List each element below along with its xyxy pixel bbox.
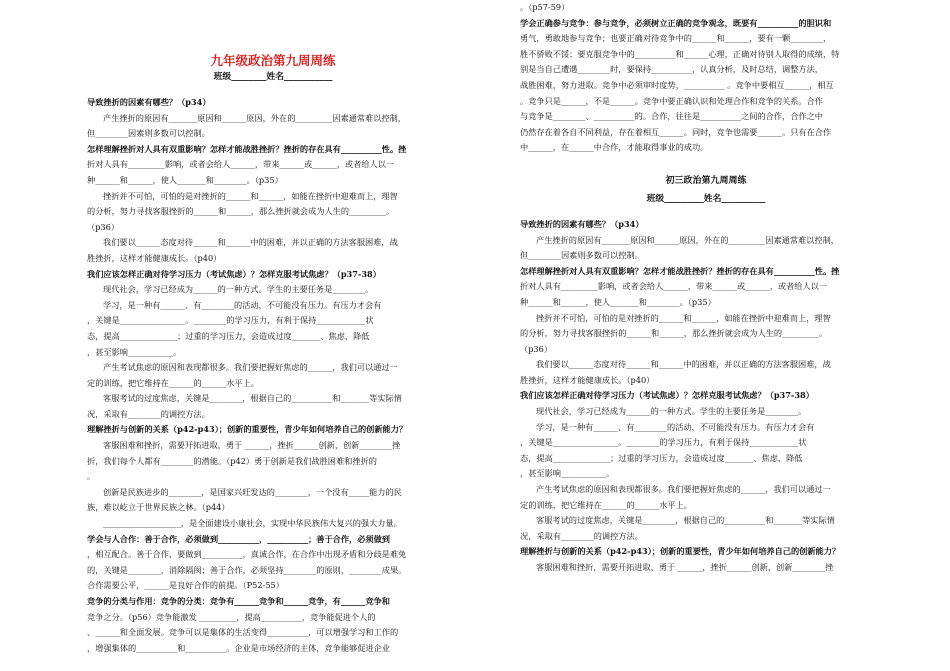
text-line: 。（p57-59）	[520, 2, 570, 12]
question-line: 学会与人合作：善于合作，必须做到__________，__________；善于合作，必须做到	[87, 533, 390, 544]
text-line: ，相互配合。善于合作，要做到__________，真诚合作，在合作中出现矛盾和分歧是难免	[87, 549, 407, 560]
text-line: 。	[87, 471, 96, 482]
text-line: 产生挫折的原因有_______原因和______原因，外在的_________因素通常难以控制，	[536, 234, 839, 245]
text-line: 客服困难和挫折，需要开拓进取，勇于 ______，挫折______创新，创新________挫	[536, 562, 834, 572]
text-line: 学习，是一种有______、有________的活动，不可能没有压力。有压力才会有	[103, 299, 382, 310]
question-line: 怎样理解挫折对人具有双重影响？怎样才能战胜挫折？挫折的存在具有__________性。挫	[520, 265, 840, 276]
question-line: 理解挫折与创新的关系（p42-p43）；创新的重要性，青少年如何培养自己的创新能力？	[87, 424, 408, 435]
left-column	[87, 0, 459, 656]
text-line: 折对人具有_________影响，或者会给人______，带来______或______，或者给人以一	[520, 281, 828, 292]
text-line: 我们要以______态度对待______和______中的困难，并以正确的方法客服困难，战	[103, 237, 398, 248]
text-line: 折，我们每个人都有________的潜能。（p42）勇于创新是我们战胜困难和挫折的	[87, 455, 377, 466]
text-line: 态，提高______________；过重的学习压力，会造成过度_______、焦虑，降低	[520, 452, 803, 463]
text-line: 产生考试焦虑的原因和表现都很多。我们要把握好焦虑的______，我们可以通过一	[536, 484, 831, 495]
text-line: 客服考试的过度焦虑，关键是________，根据自己的__________和_______等实际情	[536, 515, 835, 526]
text-line: 勇气，勇敢地参与竞争；也要正确对待竞争中的______和______，要有一颗________，	[520, 33, 832, 44]
text-line: 定的训练，把它维持在______的______水平上。	[87, 377, 259, 388]
text-line: 学习，是一种有______、有________的活动，不可能没有压力。有压力才会有	[536, 421, 815, 432]
text-line: ，增强集体的__________和__________。企业是市场经济的主体，竞争能够促进企业	[87, 642, 390, 653]
text-line: （p36）	[87, 221, 120, 232]
text-line: 胜挫折，这样才能健康成长。（p40）	[87, 252, 222, 263]
question-line: 竞争的分类与作用：竞争的分类：竞争有______竞争和______竞争，有______竞争和	[87, 596, 390, 606]
question-line: 学会正确参与竞争：参与竞争，必须树立正确的竞争观念，既要有__________的胆识和	[520, 17, 832, 28]
text-line: 现代社会，学习已经成为______的一种方式。学生的主要任务是________。	[103, 284, 374, 295]
text-line: 别是当自己遭遇________时，要保持__________，认真分析，及时总结，调整方法，	[520, 64, 823, 75]
text-line: 战胜困难，努力进取。竞争中必须审时度势，__________ 。竞争中要相互______，相互	[520, 79, 834, 90]
text-line: 产生考试焦虑的原因和表现都很多。我们要把握好焦虑的______，我们可以通过一	[103, 362, 398, 373]
text-line: 客服困难和挫折，需要开拓进取，勇于 ______，挫折______创新，创新________挫	[103, 440, 401, 451]
text-line: 仍然存在着各自不同利益，存在着相互______。同时，竞争也需要______。只有在合作	[520, 126, 832, 137]
text-line: 的分析，努力寻找客服挫折的______和______，那么挫折就会成为人生的_________。	[87, 206, 395, 217]
text-line: 竞争之分。（p56）竞争能激发 _________，提高__________，竞争能促进个人的	[87, 611, 376, 622]
question-line: 理解挫折与创新的关系（p42-p43）；创新的重要性，青少年如何培养自己的创新能力？	[520, 546, 841, 557]
text-line: 产生挫折的原因有_______原因和______原因，外在的_________因素通常难以控制，	[103, 112, 406, 123]
text-line: 挫折并不可怕，可怕的是对挫折的______和______，如能在挫折中迎难而上，理智	[536, 312, 831, 323]
text-line: ___________________，是全面建设小康社会，实现中华民族伟大复兴的强大力量。	[103, 518, 402, 529]
question-line: 导致挫折的因素有哪些？（p34）	[520, 218, 644, 229]
text-line: 合作需要公平，______是良好合作的前提。（P52-55）	[87, 580, 284, 591]
page-title: 九年级政治第九周周练	[210, 53, 336, 68]
class-name-line: 班级________姓名___________	[213, 72, 333, 82]
question-line: 我们应该怎样正确对待学习压力（考试焦虑）？怎样克服考试焦虑？（p37-38）	[520, 390, 814, 401]
text-line: 的，关键是________，消除隔阂；善于合作，必须坚持________的原则，________成果。	[87, 564, 407, 575]
text-line: 况，采取有________的调控方法。	[87, 408, 210, 419]
text-line: （p36）	[520, 343, 553, 354]
question-line: 我们应该怎样正确对待学习压力（考试焦虑）？怎样克服考试焦虑？（p37-38）	[87, 268, 381, 279]
text-line: 族，难以屹立于世界民族之林。（p44）	[87, 502, 230, 513]
text-line: 定的训练，把它维持在______的______水平上。	[520, 499, 692, 510]
text-line: 、______和全面发展。竞争可以是集体的生活变得__________，可以增强学习和工作的	[87, 627, 399, 638]
text-line: 态，提高______________；过重的学习压力，会造成过度_______、焦虑，降低	[87, 330, 370, 341]
text-line: 但________因素则多数可以控制。	[87, 128, 210, 139]
text-line: 但________因素则多数可以控制。	[520, 250, 643, 261]
text-line: ，甚至影响___________。	[520, 468, 615, 479]
text-line: 挫折并不可怕，可怕的是对挫折的______和______，如能在挫折中迎难而上，理智	[103, 190, 398, 201]
text-line: 胜挫折，这样才能健康成长。（p40）	[520, 374, 655, 385]
second-title: 初三政治第九周周练	[665, 175, 747, 186]
text-line: ，关键是________________。________的学习压力，有利于保持____________状	[520, 437, 807, 448]
question-line: 导致挫折的因素有哪些？（p34）	[87, 97, 211, 107]
left-body	[87, 95, 459, 656]
text-line: 中______，在______中合作，才能取得事业的成功。	[520, 142, 709, 153]
text-line: 胜不骄败不馁；要克服竞争中的__________和______心理，正确对待别人取得的成绩，特	[520, 48, 840, 59]
text-line: ，甚至影响___________。	[87, 346, 182, 357]
text-line: 折对人具有_________影响，或者会给人______，带来______或______，或者给人以一	[87, 159, 395, 170]
right-body-bottom	[520, 217, 892, 576]
text-line: 客服考试的过度焦虑，关键是________，根据自己的__________和_______等实际情	[103, 393, 402, 404]
text-line: 况，采取有________的调控方法。	[520, 530, 643, 541]
text-line: 。竞争只是______，不是______。竞争中要正确认识和处理合作和竞争的关系。合作	[520, 95, 823, 106]
text-line: 种______和______，使人_______和________。（p35）	[520, 296, 716, 307]
text-line: 我们要以______态度对待______和______中的困难，并以正确的方法客服困难，战	[536, 359, 831, 370]
right-body-top	[520, 0, 892, 156]
text-line: ，关键是________________。________的学习压力，有利于保持____________状	[87, 315, 374, 326]
text-line: 种______和______，使人_______和________。（p35）	[87, 174, 283, 185]
text-line: 的分析，努力寻找客服挫折的______和______，那么挫折就会成为人生的_________。	[520, 328, 828, 339]
second-class-name-line: 班级_________姓名__________	[646, 193, 766, 204]
question-line: 怎样理解挫折对人具有双重影响？怎样才能战胜挫折？挫折的存在具有__________性。挫	[87, 143, 407, 154]
text-line: 与竞争是________、__________的。合作，往往是__________之间的合作，合作之中	[520, 111, 823, 122]
right-column	[520, 0, 892, 576]
text-line: 创新是民族进步的________，是国家兴旺发达的________，一个没有_____能力的民	[103, 486, 402, 497]
text-line: 现代社会，学习已经成为______的一种方式。学生的主要任务是________。	[536, 406, 807, 417]
